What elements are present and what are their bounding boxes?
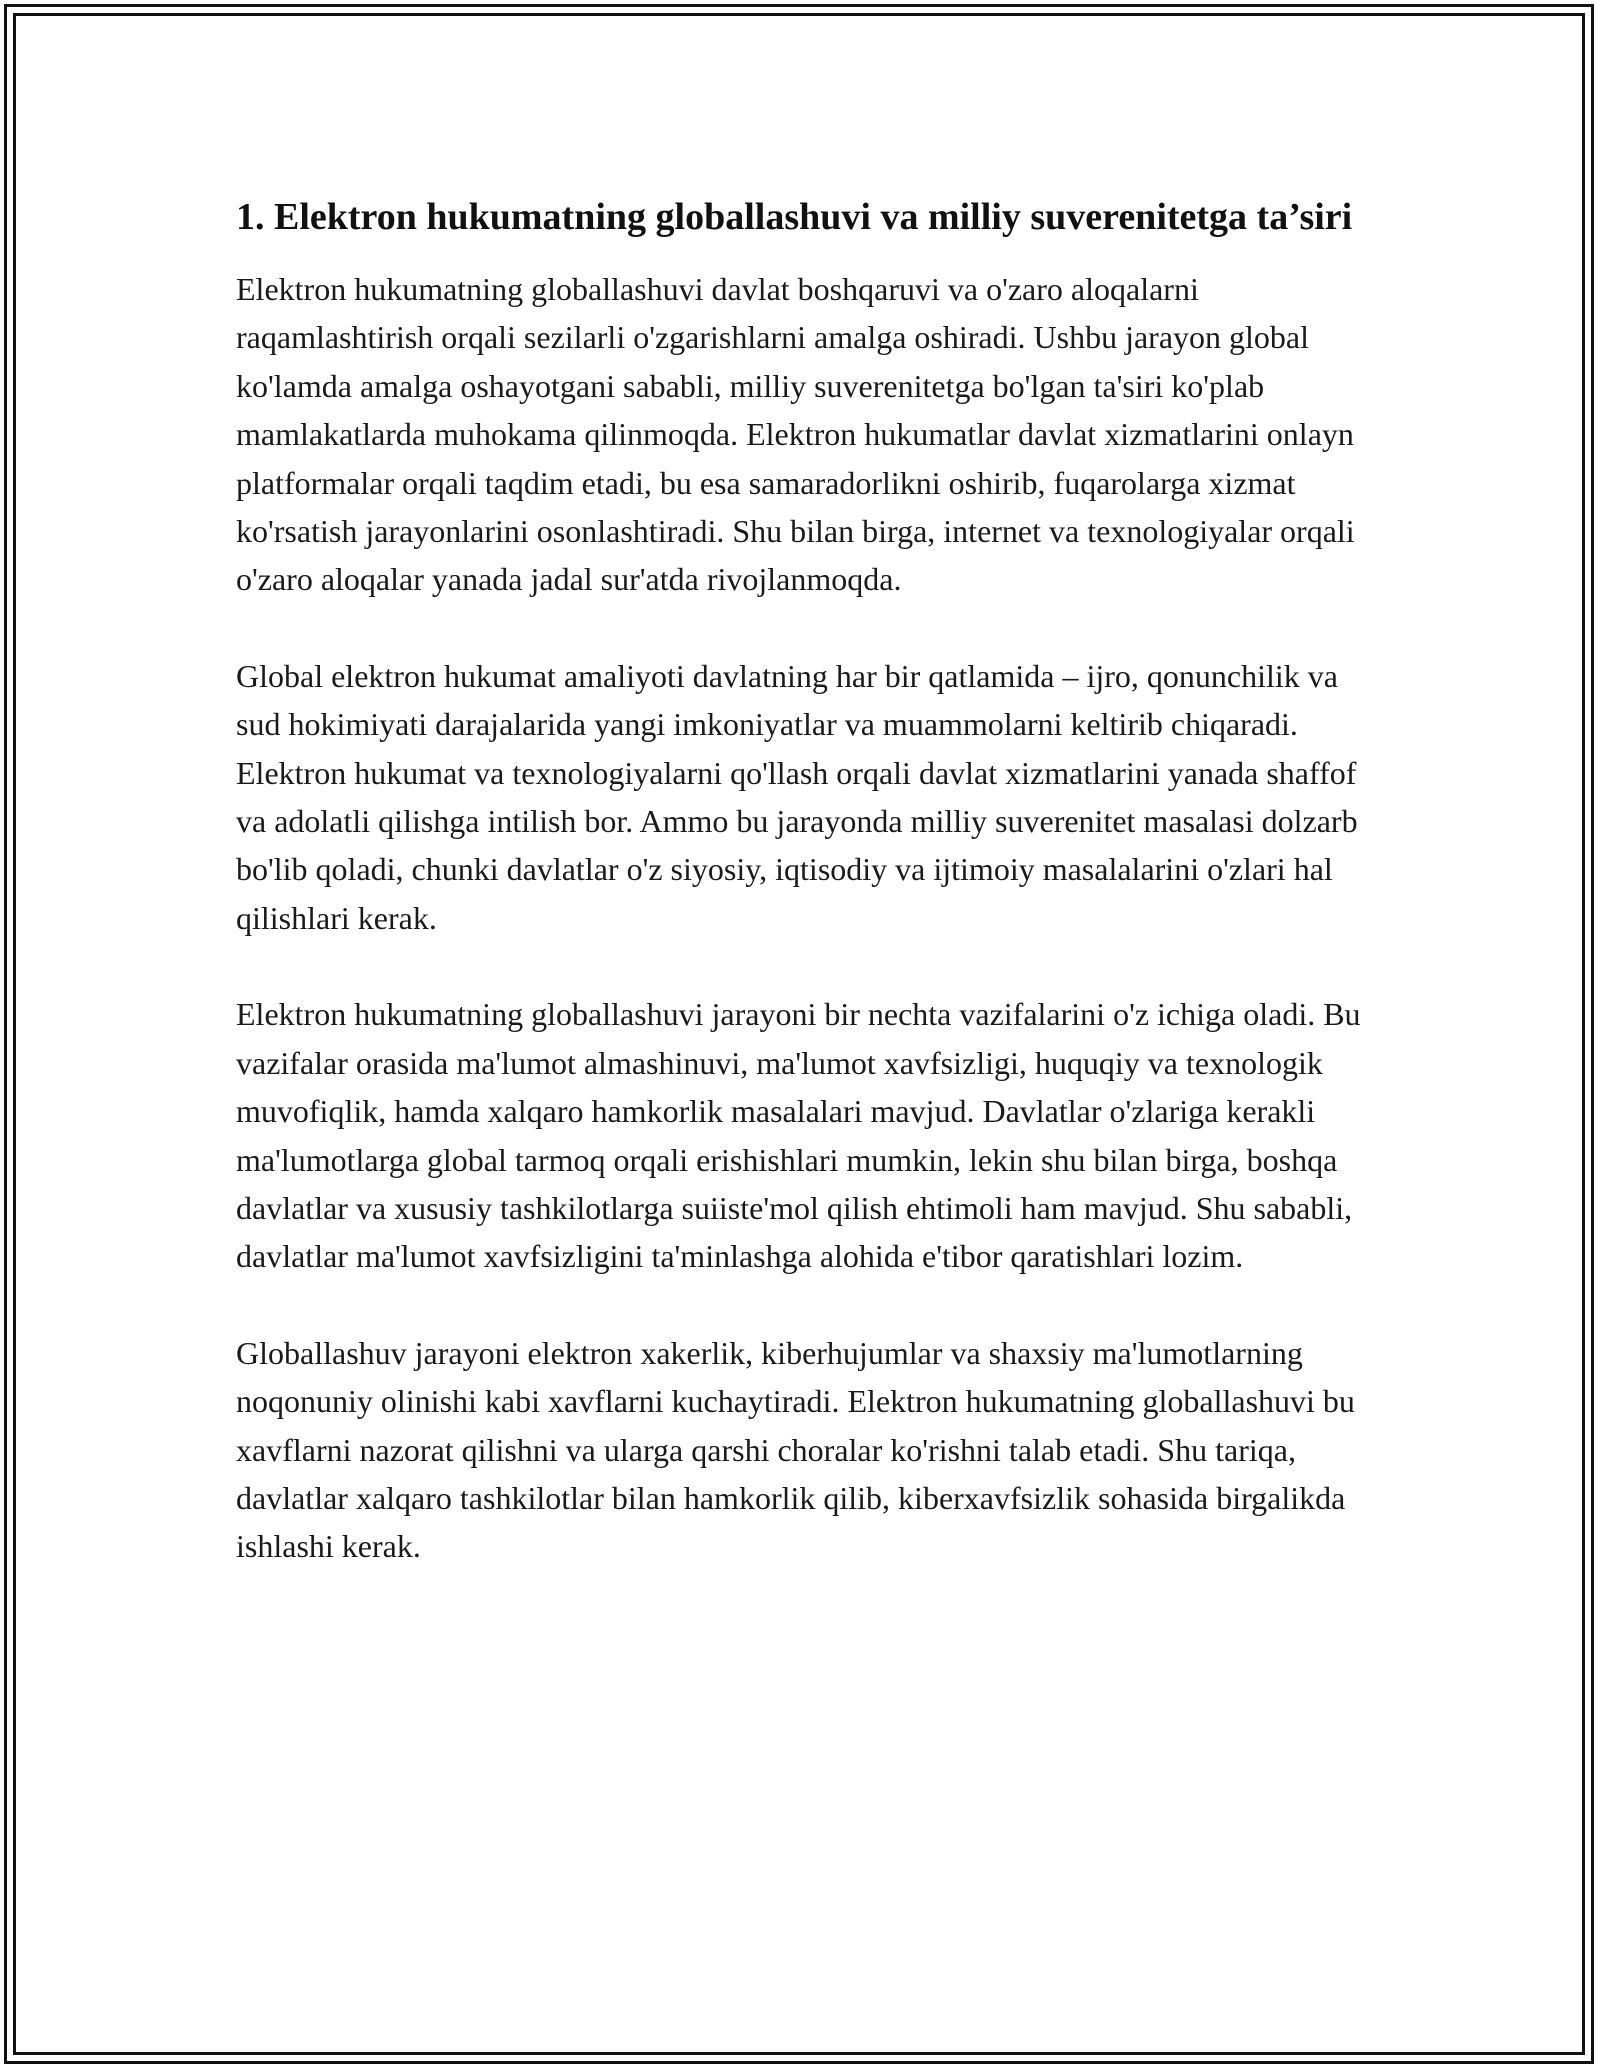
paragraph-4: Globallashuv jarayoni elektron xakerlik, kiberhujumlar va shaxsiy ma'lumotlarning noqonuniy olinishi kabi xavflarni kuchaytiradi. Elektron hukumatning globallashuvi bu xavflarni nazorat qilishni va ularga qarshi choralar ko'rishni talab etadi. Shu tariqa, davlatlar xalqaro tashkilotlar bilan hamkorlik qilib, kiberxavfsizlik sohasida birgalikda ishlashi kerak. bbox=[236, 1334, 1355, 1565]
section-heading: 1. Elektron hukumatning globallashuvi va milliy suverenitetga ta’siri bbox=[236, 196, 1353, 238]
paragraph-3: Elektron hukumatning globallashuvi jarayoni bir nechta vazifalarini o'z ichiga oladi. Bu vazifalar orasida ma'lumot almashinuvi, ma'lumot xavfsizligi, huquqiy va texnologik muvofiqlik, hamda xalqaro hamkorlik masalalari mavjud. Davlatlar o'zlariga kerakli ma'lumotlarga global tarmoq orqali erishishlari mumkin, lekin shu bilan birga, boshqa davlatlar va xususiy tashkilotlarga suiiste'mol qilish ehtimoli ham mavjud. Shu sababli, davlatlar ma'lumot xavfsizligini ta'minlashga alohida e'tibor qaratishlari lozim. bbox=[236, 996, 1361, 1275]
document-body bbox=[236, 190, 1376, 1619]
paragraph-2: Global elektron hukumat amaliyoti davlatning har bir qatlamida – ijro, qonunchilik va sud hokimiyati darajalarida yangi imkoniyatlar va muammolarni keltirib chiqaradi. Elektron hukumat va texnologiyalarni qo'llash orqali davlat xizmatlarini yanada shaffof va adolatli qilishga intilish bor. Ammo bu jarayonda milliy suverenitet masalasi dolzarb bo'lib qoladi, chunki davlatlar o'z siyosiy, iqtisodiy va ijtimoiy masalalarini o'zlari hal qilishlari kerak. bbox=[236, 657, 1358, 936]
paragraph-1: Elektron hukumatning globallashuvi davlat boshqaruvi va o'zaro aloqalarni raqamlashtirish orqali sezilarli o'zgarishlarni amalga oshiradi. Ushbu jarayon global ko'lamda amalga oshayotgani sababli, milliy suverenitetga bo'lgan ta'siri ko'plab mamlakatlarda muhokama qilinmoqda. Elektron hukumatlar davlat xizmatlarini onlayn platformalar orqali taqdim etadi, bu esa samaradorlikni oshirib, fuqarolarga xizmat ko'rsatish jarayonlarini osonlashtiradi. Shu bilan birga, internet va texnologiyalar orqali o'zaro aloqalar yanada jadal sur'atda rivojlanmoqda. bbox=[236, 271, 1355, 598]
